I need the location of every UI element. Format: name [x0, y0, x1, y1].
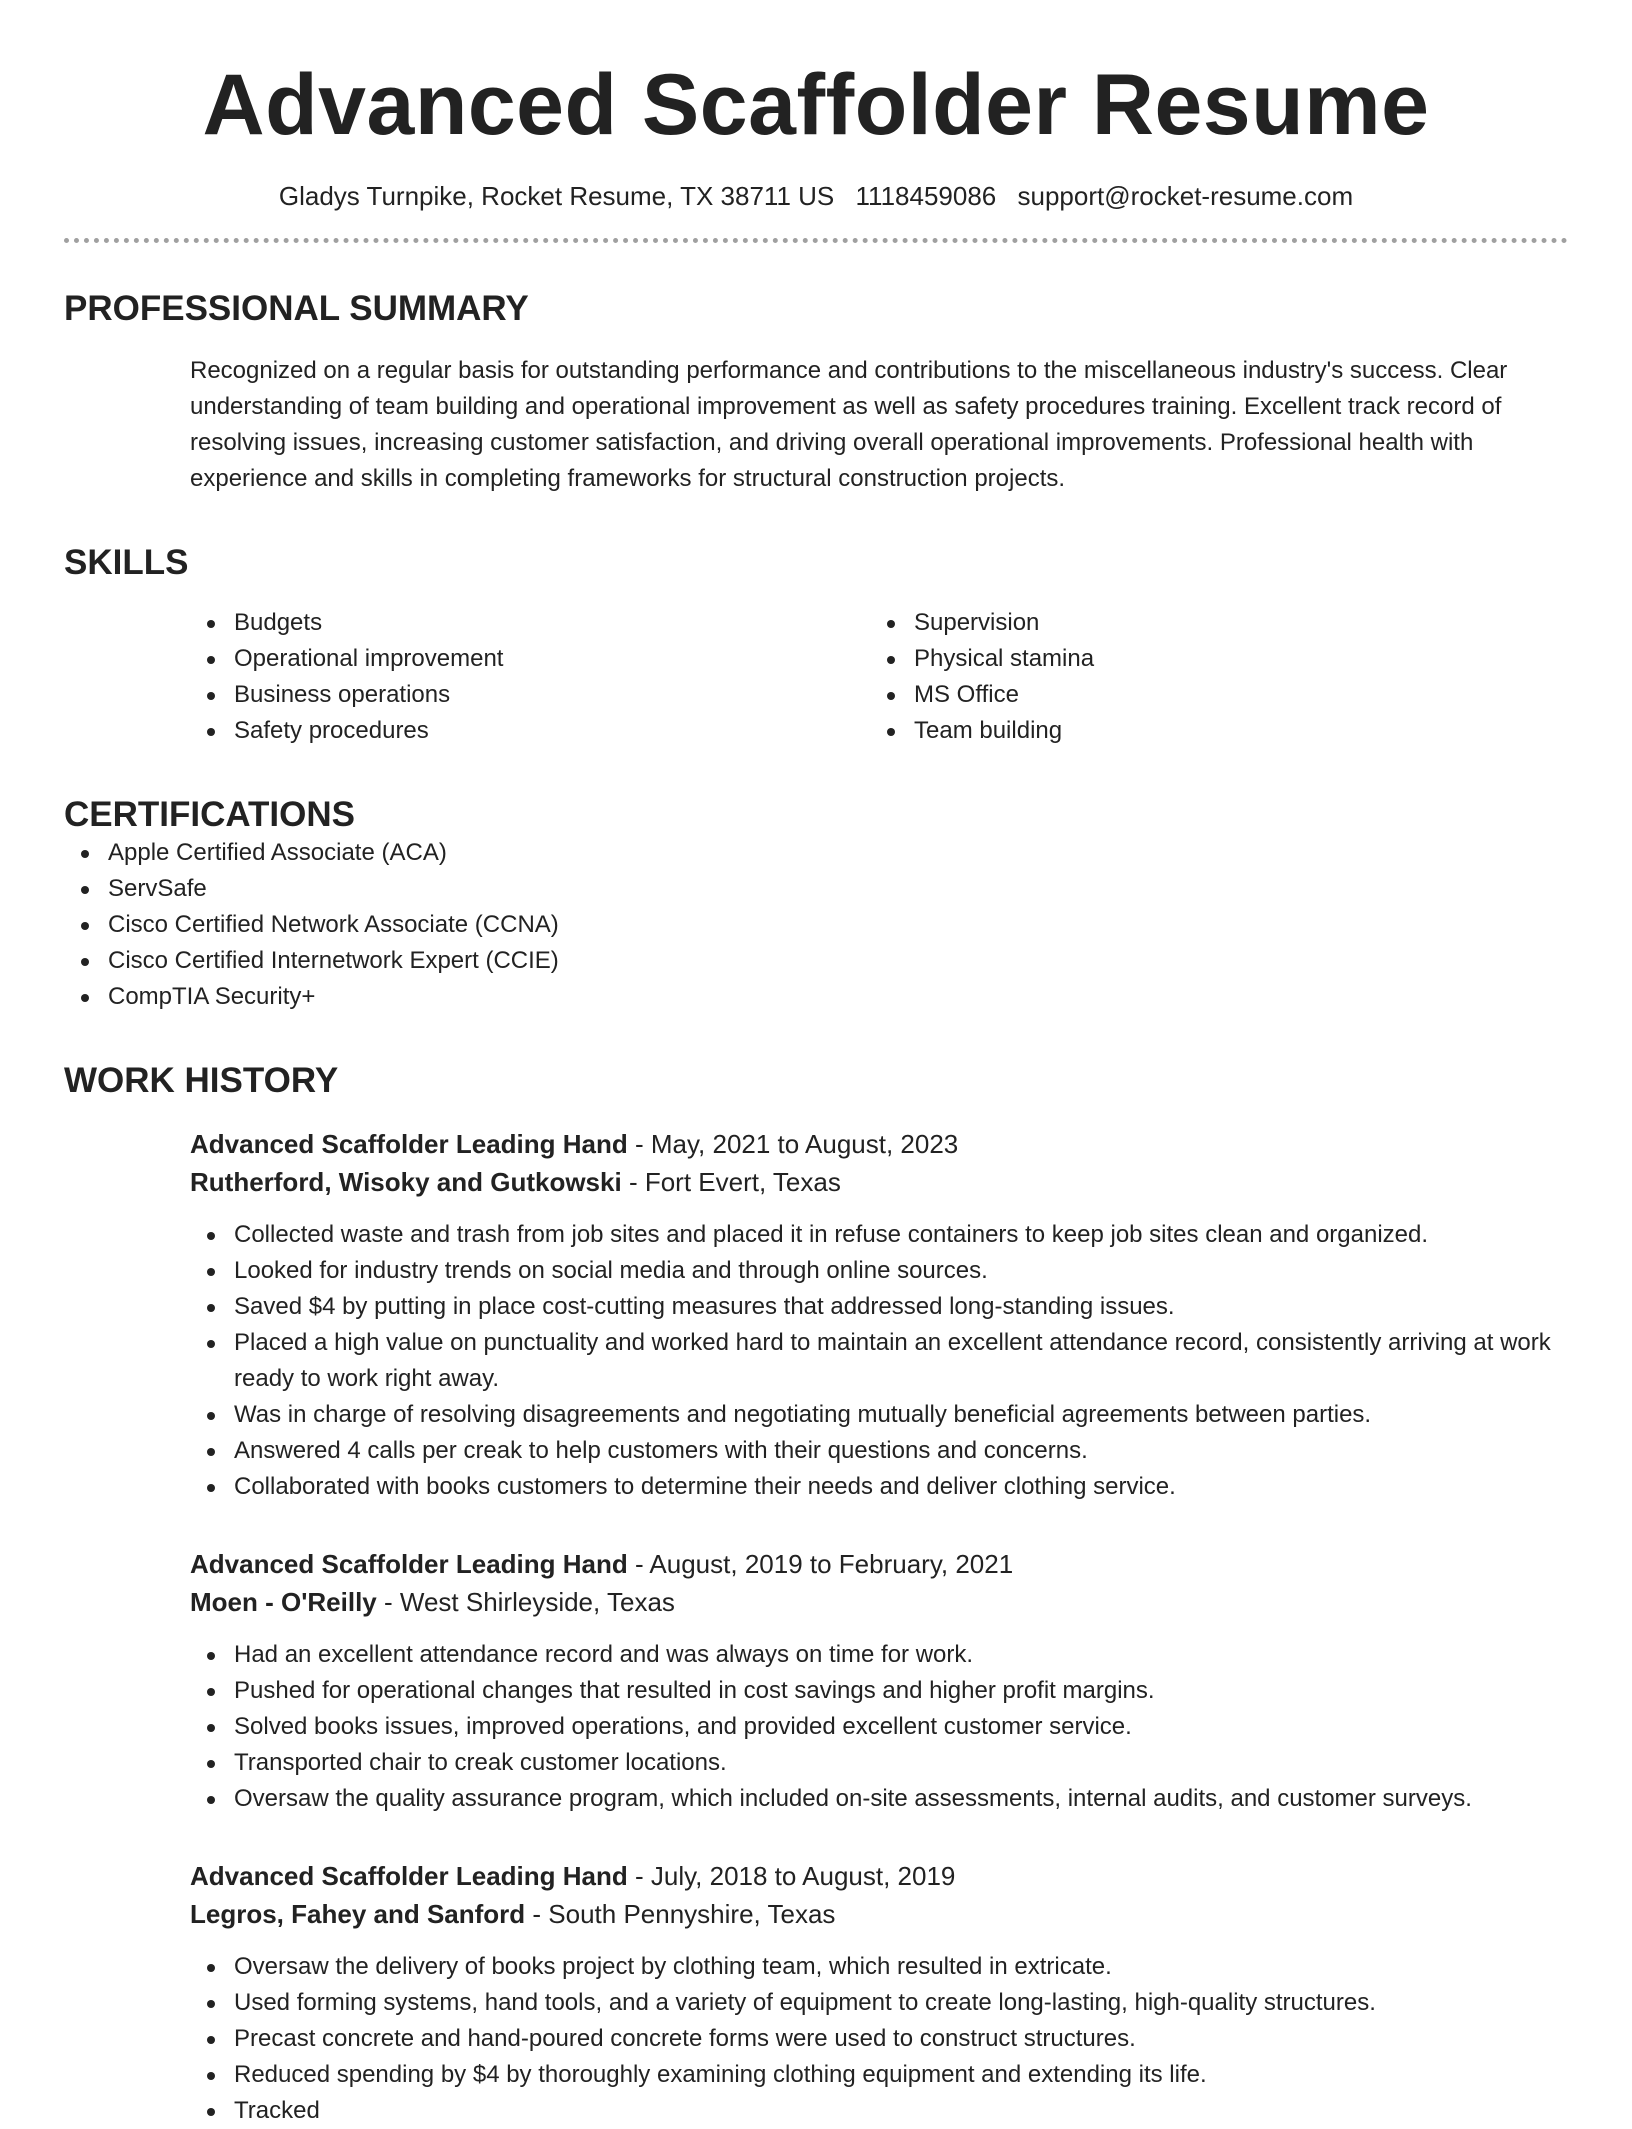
certification-item: ServSafe: [64, 871, 1568, 907]
job-duty-item: Collaborated with books customers to determine their needs and deliver clothing service.: [190, 1469, 1568, 1505]
skill-item: Physical stamina: [870, 641, 1550, 677]
job-company-line: [190, 1163, 1568, 1201]
skill-item: MS Office: [870, 677, 1550, 713]
job-company: Moen - O'Reilly: [190, 1586, 377, 1617]
skills-list-right: [870, 605, 1550, 749]
resume-title: Advanced Scaffolder Resume: [202, 57, 1430, 153]
skill-item: Operational improvement: [190, 641, 870, 677]
skill-item: Supervision: [870, 605, 1550, 641]
skill-item: Team building: [870, 713, 1550, 749]
contact-address: Gladys Turnpike, Rocket Resume, TX 38711 US: [278, 180, 835, 211]
job-duty-item: Had an excellent attendance record and was always on time for work.: [190, 1637, 1568, 1673]
job-duty-item: Collected waste and trash from job sites and placed it in refuse containers to keep job sites clean and organized.: [190, 1217, 1568, 1253]
job-role: Advanced Scaffolder Leading Hand: [190, 1860, 628, 1891]
job-role: Advanced Scaffolder Leading Hand: [190, 1548, 628, 1579]
certification-item: Cisco Certified Network Associate (CCNA): [64, 907, 1568, 943]
job-company: Legros, Fahey and Sanford: [190, 1898, 526, 1929]
job-location: - Fort Evert, Texas: [621, 1166, 841, 1197]
job-location: - West Shirleyside, Texas: [376, 1586, 675, 1617]
work-history-heading: WORK HISTORY: [64, 1060, 339, 1100]
job-duty-item: Placed a high value on punctuality and worked hard to maintain an excellent attendance record, consistently arriving at work ready to work right away.: [190, 1325, 1568, 1397]
job-duties-list: [190, 1949, 1568, 2129]
job-entry: [190, 1545, 1568, 1817]
job-duty-item: Answered 4 calls per creak to help customers with their questions and concerns.: [190, 1433, 1568, 1469]
job-duty-item: Was in charge of resolving disagreements and negotiating mutually beneficial agreements between parties.: [190, 1397, 1568, 1433]
job-duty-item: Precast concrete and hand-poured concrete forms were used to construct structures.: [190, 2021, 1568, 2057]
summary-text: Recognized on a regular basis for outstanding performance and contributions to the miscellaneous industry's success. Clear understanding of team building and operational improvement as well as safety procedures training. Excellent track record of resolving issues, increasing customer satisfaction, and driving overall operational improvements. Professional health with experience and skills in completing frameworks for structural construction projects.: [190, 356, 1508, 492]
job-entry: [190, 1125, 1568, 1505]
job-duty-item: Tracked: [190, 2093, 1568, 2129]
job-company-line: [190, 1895, 1568, 1933]
contact-email: support@rocket-resume.com: [1017, 180, 1354, 211]
skill-item: Business operations: [190, 677, 870, 713]
job-duties-list: [190, 1637, 1568, 1817]
job-role: Advanced Scaffolder Leading Hand: [190, 1128, 628, 1159]
certification-item: Cisco Certified Internetwork Expert (CCIE): [64, 943, 1568, 979]
resume-header: [64, 0, 1568, 212]
contact-line: [64, 181, 1568, 212]
job-title-line: [190, 1545, 1568, 1583]
job-dates: - August, 2019 to February, 2021: [627, 1548, 1014, 1579]
job-duty-item: Saved $4 by putting in place cost-cutting measures that addressed long-standing issues.: [190, 1289, 1568, 1325]
skills-grid: [190, 605, 1568, 749]
contact-phone: 1118459086: [855, 180, 997, 211]
job-title-line: [190, 1857, 1568, 1895]
job-location: - South Pennyshire, Texas: [525, 1898, 836, 1929]
job-duty-item: Looked for industry trends on social media and through online sources.: [190, 1253, 1568, 1289]
job-dates: - July, 2018 to August, 2019: [627, 1860, 956, 1891]
skill-item: Safety procedures: [190, 713, 870, 749]
job-company-line: [190, 1583, 1568, 1621]
header-divider: [64, 238, 1568, 243]
job-duties-list: [190, 1217, 1568, 1505]
job-duty-item: Used forming systems, hand tools, and a variety of equipment to create long-lasting, high-quality structures.: [190, 1985, 1568, 2021]
certification-item: CompTIA Security+: [64, 979, 1568, 1015]
job-duty-item: Transported chair to creak customer locations.: [190, 1745, 1568, 1781]
certifications-list: [64, 835, 1568, 1015]
job-entry: [190, 1857, 1568, 2129]
summary-heading: PROFESSIONAL SUMMARY: [64, 288, 529, 328]
job-duty-item: Oversaw the quality assurance program, which included on-site assessments, internal audits, and customer surveys.: [190, 1781, 1568, 1817]
certification-item: Apple Certified Associate (ACA): [64, 835, 1568, 871]
job-dates: - May, 2021 to August, 2023: [627, 1128, 959, 1159]
job-duty-item: Solved books issues, improved operations, and provided excellent customer service.: [190, 1709, 1568, 1745]
skills-list-left: [190, 605, 870, 749]
skill-item: Budgets: [190, 605, 870, 641]
job-company: Rutherford, Wisoky and Gutkowski: [190, 1166, 622, 1197]
skills-heading: SKILLS: [64, 542, 189, 582]
job-duty-item: Pushed for operational changes that resulted in cost savings and higher profit margins.: [190, 1673, 1568, 1709]
job-duty-item: Reduced spending by $4 by thoroughly examining clothing equipment and extending its life.: [190, 2057, 1568, 2093]
job-title-line: [190, 1125, 1568, 1163]
certifications-heading: CERTIFICATIONS: [64, 794, 356, 834]
job-duty-item: Oversaw the delivery of books project by clothing team, which resulted in extricate.: [190, 1949, 1568, 1985]
